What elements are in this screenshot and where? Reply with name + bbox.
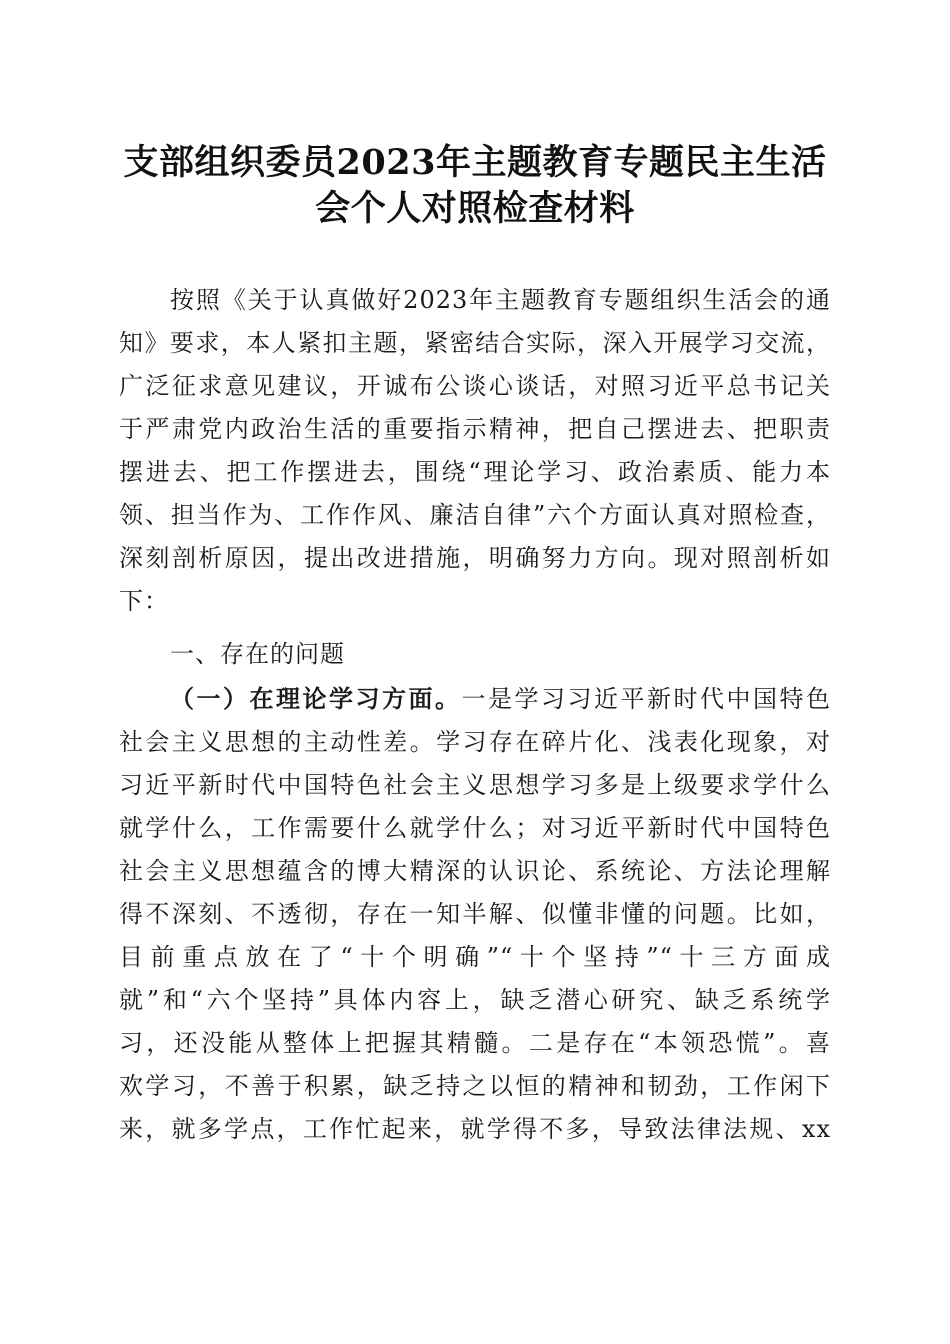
- intro-line: 领、担当作为、工作作风、廉洁自律”六个方面认真对照检查，: [119, 501, 831, 529]
- subsection-first-line: [170, 682, 831, 716]
- body-line: 欢学习，不善于积累，缺乏持之以恒的精神和韧劲，工作闲下: [119, 1072, 831, 1100]
- body-line: 就”和“六个坚持”具体内容上，缺乏潜心研究、缺乏系统学: [119, 986, 831, 1014]
- body-line: 习，还没能从整体上把握其精髓。二是存在“本领恐慌”。喜: [119, 1029, 831, 1057]
- body-line: 就学什么，工作需要什么就学什么；对习近平新时代中国特色: [119, 814, 831, 842]
- body-line: 得不深刻、不透彻，存在一知半解、似懂非懂的问题。比如，: [119, 900, 831, 928]
- intro-line: 深刻剖析原因，提出改进措施，明确努力方向。现对照剖析如: [119, 544, 831, 572]
- intro-line: 知》要求，本人紧扣主题，紧密结合实际，深入开展学习交流，: [119, 329, 831, 357]
- intro-line: 摆进去、把工作摆进去，围绕“理论学习、政治素质、能力本: [119, 458, 831, 486]
- intro-line: 下：: [119, 587, 169, 615]
- intro-line: 广泛征求意见建议，开诚布公谈心谈话，对照习近平总书记关: [119, 372, 831, 400]
- intro-line: 于严肃党内政治生活的重要指示精神，把自己摆进去、把职责: [119, 415, 831, 443]
- body-line: 来，就多学点，工作忙起来，就学得不多，导致法律法规、xx: [119, 1115, 831, 1143]
- section-heading: 一、存在的问题: [170, 640, 345, 668]
- subsection-first-line-text: 一是学习习近平新时代中国特色: [461, 685, 831, 713]
- intro-line: 按照《关于认真做好2023年主题教育专题组织生活会的通: [170, 286, 831, 314]
- body-line: 社会主义思想的主动性差。学习存在碎片化、浅表化现象，对: [119, 728, 831, 756]
- document-title-line-1: 支部组织委员2023年主题教育专题民主生活: [123, 142, 827, 183]
- body-line: 目前重点放在了“十个明确”“十个坚持”“十三方面成: [119, 943, 831, 971]
- body-line: 习近平新时代中国特色社会主义思想学习多是上级要求学什么: [119, 771, 831, 799]
- subsection-label: （一）在理论学习方面。: [170, 684, 462, 713]
- document-title-line-2: 会个人对照检查材料: [315, 188, 635, 229]
- body-line: 社会主义思想蕴含的博大精深的认识论、系统论、方法论理解: [119, 857, 831, 885]
